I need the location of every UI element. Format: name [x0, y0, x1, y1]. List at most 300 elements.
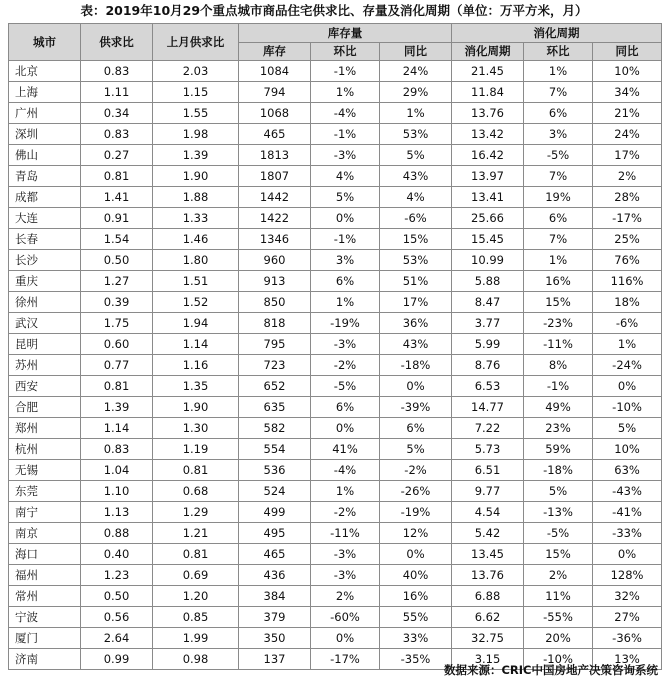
value-cell: -10% — [524, 649, 593, 670]
value-cell: 1.04 — [81, 460, 153, 481]
value-cell: 23% — [524, 418, 593, 439]
value-cell: 5.88 — [452, 271, 524, 292]
value-cell: 40% — [380, 565, 452, 586]
value-cell: -17% — [593, 208, 662, 229]
value-cell: 0.81 — [153, 460, 239, 481]
city-cell: 重庆 — [9, 271, 81, 292]
value-cell: 7% — [524, 166, 593, 187]
data-source-note: 数据来源：CRIC中国房地产决策咨询系统 — [443, 663, 658, 677]
value-cell: 6.53 — [452, 376, 524, 397]
value-cell: 465 — [239, 544, 311, 565]
value-cell: 1.13 — [81, 502, 153, 523]
value-cell: 16% — [524, 271, 593, 292]
table-row — [9, 355, 662, 376]
value-cell: 0.91 — [81, 208, 153, 229]
city-cell: 海口 — [9, 544, 81, 565]
value-cell: 1.39 — [153, 145, 239, 166]
value-cell: 1.90 — [153, 397, 239, 418]
header-ratio: 供求比 — [81, 24, 153, 61]
value-cell: 14.77 — [452, 397, 524, 418]
value-cell: 795 — [239, 334, 311, 355]
value-cell: 1% — [524, 250, 593, 271]
table-row — [9, 82, 662, 103]
value-cell: 3.15 — [452, 649, 524, 670]
value-cell: 0.50 — [81, 586, 153, 607]
value-cell: 13.45 — [452, 544, 524, 565]
value-cell: 8.47 — [452, 292, 524, 313]
city-cell: 青岛 — [9, 166, 81, 187]
value-cell: 5% — [380, 145, 452, 166]
value-cell: 0.60 — [81, 334, 153, 355]
city-cell: 成都 — [9, 187, 81, 208]
header-digest: 消化周期 — [452, 42, 524, 61]
value-cell: 10% — [593, 439, 662, 460]
value-cell: 20% — [524, 628, 593, 649]
header-row-1 — [9, 24, 662, 43]
table-row — [9, 61, 662, 82]
value-cell: 137 — [239, 649, 311, 670]
value-cell: 2% — [593, 166, 662, 187]
value-cell: 499 — [239, 502, 311, 523]
value-cell: -10% — [593, 397, 662, 418]
city-cell: 济南 — [9, 649, 81, 670]
value-cell: 384 — [239, 586, 311, 607]
value-cell: -1% — [311, 229, 380, 250]
value-cell: -39% — [380, 397, 452, 418]
value-cell: 0.27 — [81, 145, 153, 166]
value-cell: 1084 — [239, 61, 311, 82]
value-cell: -35% — [380, 649, 452, 670]
value-cell: 0% — [593, 376, 662, 397]
city-cell: 西安 — [9, 376, 81, 397]
value-cell: 0.56 — [81, 607, 153, 628]
value-cell: 0% — [311, 628, 380, 649]
value-cell: 3% — [311, 250, 380, 271]
header-stock-yoy: 同比 — [380, 42, 452, 61]
value-cell: 582 — [239, 418, 311, 439]
value-cell: 1.35 — [153, 376, 239, 397]
city-cell: 杭州 — [9, 439, 81, 460]
value-cell: 350 — [239, 628, 311, 649]
value-cell: -5% — [524, 523, 593, 544]
value-cell: -18% — [380, 355, 452, 376]
value-cell: 1.52 — [153, 292, 239, 313]
value-cell: 5.73 — [452, 439, 524, 460]
value-cell: 41% — [311, 439, 380, 460]
value-cell: 13.76 — [452, 103, 524, 124]
value-cell: 1442 — [239, 187, 311, 208]
value-cell: 1.55 — [153, 103, 239, 124]
value-cell: 33% — [380, 628, 452, 649]
value-cell: 16% — [380, 586, 452, 607]
table-row — [9, 607, 662, 628]
value-cell: 19% — [524, 187, 593, 208]
value-cell: 6% — [524, 208, 593, 229]
value-cell: 15% — [380, 229, 452, 250]
table-row — [9, 334, 662, 355]
value-cell: 15% — [524, 544, 593, 565]
value-cell: 5% — [593, 418, 662, 439]
value-cell: 0% — [311, 208, 380, 229]
table-row — [9, 208, 662, 229]
value-cell: 1.88 — [153, 187, 239, 208]
value-cell: 25.66 — [452, 208, 524, 229]
table-row — [9, 523, 662, 544]
value-cell: 536 — [239, 460, 311, 481]
value-cell: 1.75 — [81, 313, 153, 334]
value-cell: -11% — [524, 334, 593, 355]
value-cell: 1.41 — [81, 187, 153, 208]
value-cell: 36% — [380, 313, 452, 334]
value-cell: 10.99 — [452, 250, 524, 271]
value-cell: -33% — [593, 523, 662, 544]
value-cell: 8% — [524, 355, 593, 376]
table-row — [9, 166, 662, 187]
value-cell: 6.51 — [452, 460, 524, 481]
value-cell: 0.83 — [81, 124, 153, 145]
value-cell: 18% — [593, 292, 662, 313]
value-cell: 1.54 — [81, 229, 153, 250]
value-cell: 34% — [593, 82, 662, 103]
value-cell: 6.62 — [452, 607, 524, 628]
value-cell: 723 — [239, 355, 311, 376]
value-cell: 0% — [380, 376, 452, 397]
value-cell: 913 — [239, 271, 311, 292]
value-cell: 0.77 — [81, 355, 153, 376]
value-cell: 495 — [239, 523, 311, 544]
value-cell: 554 — [239, 439, 311, 460]
value-cell: 59% — [524, 439, 593, 460]
value-cell: 51% — [380, 271, 452, 292]
header-city: 城市 — [9, 24, 81, 61]
value-cell: 17% — [593, 145, 662, 166]
table-row — [9, 103, 662, 124]
value-cell: 6.88 — [452, 586, 524, 607]
table-row — [9, 565, 662, 586]
value-cell: -19% — [380, 502, 452, 523]
value-cell: 53% — [380, 250, 452, 271]
value-cell: -60% — [311, 607, 380, 628]
value-cell: 436 — [239, 565, 311, 586]
value-cell: 2.64 — [81, 628, 153, 649]
value-cell: 379 — [239, 607, 311, 628]
value-cell: 0% — [311, 418, 380, 439]
value-cell: 1.80 — [153, 250, 239, 271]
value-cell: 2% — [311, 586, 380, 607]
value-cell: 524 — [239, 481, 311, 502]
value-cell: 1.23 — [81, 565, 153, 586]
value-cell: 6% — [380, 418, 452, 439]
value-cell: 0.69 — [153, 565, 239, 586]
value-cell: 25% — [593, 229, 662, 250]
table-title: 表：2019年10月29个重点城市商品住宅供求比、存量及消化周期（单位：万平方米，月） — [80, 3, 588, 18]
value-cell: 1.10 — [81, 481, 153, 502]
value-cell: 1.29 — [153, 502, 239, 523]
value-cell: 1.21 — [153, 523, 239, 544]
value-cell: 960 — [239, 250, 311, 271]
value-cell: -1% — [311, 124, 380, 145]
value-cell: 24% — [593, 124, 662, 145]
value-cell: 1.20 — [153, 586, 239, 607]
value-cell: -2% — [311, 355, 380, 376]
value-cell: -1% — [524, 376, 593, 397]
value-cell: 1% — [380, 103, 452, 124]
value-cell: 0% — [380, 544, 452, 565]
value-cell: 27% — [593, 607, 662, 628]
value-cell: 15% — [524, 292, 593, 313]
value-cell: 1.99 — [153, 628, 239, 649]
value-cell: 635 — [239, 397, 311, 418]
value-cell: 63% — [593, 460, 662, 481]
value-cell: -23% — [524, 313, 593, 334]
value-cell: 652 — [239, 376, 311, 397]
value-cell: 1.15 — [153, 82, 239, 103]
value-cell: 1422 — [239, 208, 311, 229]
table-row — [9, 313, 662, 334]
city-cell: 武汉 — [9, 313, 81, 334]
city-cell: 常州 — [9, 586, 81, 607]
housing-supply-table — [8, 23, 662, 670]
value-cell: 5.99 — [452, 334, 524, 355]
value-cell: -24% — [593, 355, 662, 376]
city-cell: 东莞 — [9, 481, 81, 502]
table-row — [9, 397, 662, 418]
city-cell: 苏州 — [9, 355, 81, 376]
value-cell: 5.42 — [452, 523, 524, 544]
value-cell: 0.34 — [81, 103, 153, 124]
table-row — [9, 460, 662, 481]
city-cell: 北京 — [9, 61, 81, 82]
value-cell: 1.94 — [153, 313, 239, 334]
value-cell: 43% — [380, 166, 452, 187]
value-cell: 0.98 — [153, 649, 239, 670]
table-row — [9, 439, 662, 460]
value-cell: 0.85 — [153, 607, 239, 628]
value-cell: 6% — [524, 103, 593, 124]
value-cell: 1813 — [239, 145, 311, 166]
header-stock: 库存 — [239, 42, 311, 61]
value-cell: -4% — [311, 460, 380, 481]
value-cell: 0.81 — [153, 544, 239, 565]
table-row — [9, 145, 662, 166]
value-cell: -19% — [311, 313, 380, 334]
value-cell: 32% — [593, 586, 662, 607]
value-cell: 1% — [524, 61, 593, 82]
value-cell: 1.51 — [153, 271, 239, 292]
value-cell: 49% — [524, 397, 593, 418]
value-cell: 0.68 — [153, 481, 239, 502]
header-digest-mom: 环比 — [524, 42, 593, 61]
city-cell: 郑州 — [9, 418, 81, 439]
value-cell: 0.81 — [81, 166, 153, 187]
value-cell: -26% — [380, 481, 452, 502]
value-cell: 32.75 — [452, 628, 524, 649]
value-cell: -2% — [380, 460, 452, 481]
value-cell: 43% — [380, 334, 452, 355]
city-cell: 长沙 — [9, 250, 81, 271]
header-prev-ratio: 上月供求比 — [153, 24, 239, 61]
value-cell: 1% — [311, 292, 380, 313]
value-cell: 5% — [524, 481, 593, 502]
value-cell: 76% — [593, 250, 662, 271]
value-cell: 116% — [593, 271, 662, 292]
value-cell: 5% — [311, 187, 380, 208]
value-cell: 818 — [239, 313, 311, 334]
value-cell: -6% — [380, 208, 452, 229]
value-cell: 1.46 — [153, 229, 239, 250]
value-cell: 28% — [593, 187, 662, 208]
value-cell: 2% — [524, 565, 593, 586]
table-row — [9, 481, 662, 502]
value-cell: 0.39 — [81, 292, 153, 313]
value-cell: 1807 — [239, 166, 311, 187]
value-cell: -43% — [593, 481, 662, 502]
value-cell: 0.81 — [81, 376, 153, 397]
value-cell: 12% — [380, 523, 452, 544]
table-body — [9, 61, 662, 670]
value-cell: 1.14 — [81, 418, 153, 439]
value-cell: 1.98 — [153, 124, 239, 145]
value-cell: 13% — [593, 649, 662, 670]
value-cell: -18% — [524, 460, 593, 481]
value-cell: 9.77 — [452, 481, 524, 502]
city-cell: 无锡 — [9, 460, 81, 481]
table-row — [9, 586, 662, 607]
value-cell: 53% — [380, 124, 452, 145]
table-row — [9, 376, 662, 397]
value-cell: 3% — [524, 124, 593, 145]
city-cell: 宁波 — [9, 607, 81, 628]
value-cell: 0.88 — [81, 523, 153, 544]
value-cell: -13% — [524, 502, 593, 523]
city-cell: 佛山 — [9, 145, 81, 166]
value-cell: 7.22 — [452, 418, 524, 439]
city-cell: 长春 — [9, 229, 81, 250]
header-digest-yoy: 同比 — [593, 42, 662, 61]
city-cell: 上海 — [9, 82, 81, 103]
value-cell: 1068 — [239, 103, 311, 124]
value-cell: 3.77 — [452, 313, 524, 334]
value-cell: 55% — [380, 607, 452, 628]
value-cell: -6% — [593, 313, 662, 334]
value-cell: 1.90 — [153, 166, 239, 187]
table-row — [9, 502, 662, 523]
table-row — [9, 544, 662, 565]
table-row — [9, 124, 662, 145]
value-cell: 1% — [311, 481, 380, 502]
city-cell: 厦门 — [9, 628, 81, 649]
value-cell: 1.16 — [153, 355, 239, 376]
value-cell: -1% — [311, 61, 380, 82]
value-cell: 0.99 — [81, 649, 153, 670]
value-cell: 794 — [239, 82, 311, 103]
value-cell: 21% — [593, 103, 662, 124]
value-cell: -3% — [311, 544, 380, 565]
value-cell: 13.41 — [452, 187, 524, 208]
table-row — [9, 292, 662, 313]
value-cell: 1.19 — [153, 439, 239, 460]
city-cell: 大连 — [9, 208, 81, 229]
value-cell: 10% — [593, 61, 662, 82]
value-cell: 4.54 — [452, 502, 524, 523]
value-cell: 7% — [524, 229, 593, 250]
value-cell: -17% — [311, 649, 380, 670]
value-cell: 13.97 — [452, 166, 524, 187]
city-cell: 福州 — [9, 565, 81, 586]
value-cell: -3% — [311, 334, 380, 355]
city-cell: 徐州 — [9, 292, 81, 313]
value-cell: 1.33 — [153, 208, 239, 229]
header-stock-mom: 环比 — [311, 42, 380, 61]
value-cell: 5% — [380, 439, 452, 460]
value-cell: -41% — [593, 502, 662, 523]
value-cell: 1.27 — [81, 271, 153, 292]
value-cell: -5% — [311, 376, 380, 397]
value-cell: 11.84 — [452, 82, 524, 103]
value-cell: -11% — [311, 523, 380, 544]
value-cell: 1.30 — [153, 418, 239, 439]
value-cell: 1% — [593, 334, 662, 355]
value-cell: 0.50 — [81, 250, 153, 271]
city-cell: 南宁 — [9, 502, 81, 523]
value-cell: -3% — [311, 145, 380, 166]
value-cell: 11% — [524, 586, 593, 607]
value-cell: 1346 — [239, 229, 311, 250]
value-cell: 29% — [380, 82, 452, 103]
value-cell: 1.39 — [81, 397, 153, 418]
value-cell: -4% — [311, 103, 380, 124]
value-cell: 1% — [311, 82, 380, 103]
value-cell: 1.11 — [81, 82, 153, 103]
value-cell: 128% — [593, 565, 662, 586]
value-cell: 0.83 — [81, 61, 153, 82]
city-cell: 广州 — [9, 103, 81, 124]
value-cell: 8.76 — [452, 355, 524, 376]
value-cell: 4% — [311, 166, 380, 187]
value-cell: 4% — [380, 187, 452, 208]
table-row — [9, 250, 662, 271]
table-row — [9, 187, 662, 208]
value-cell: 0.83 — [81, 439, 153, 460]
value-cell: 6% — [311, 271, 380, 292]
header-stock-group: 库存量 — [239, 24, 452, 43]
value-cell: 24% — [380, 61, 452, 82]
value-cell: 7% — [524, 82, 593, 103]
header-digest-group: 消化周期 — [452, 24, 662, 43]
table-row — [9, 229, 662, 250]
value-cell: 16.42 — [452, 145, 524, 166]
value-cell: 0% — [593, 544, 662, 565]
value-cell: 15.45 — [452, 229, 524, 250]
value-cell: 13.42 — [452, 124, 524, 145]
value-cell: 21.45 — [452, 61, 524, 82]
value-cell: 1.14 — [153, 334, 239, 355]
value-cell: -2% — [311, 502, 380, 523]
value-cell: 465 — [239, 124, 311, 145]
value-cell: 0.40 — [81, 544, 153, 565]
table-row — [9, 418, 662, 439]
table-row — [9, 628, 662, 649]
city-cell: 合肥 — [9, 397, 81, 418]
value-cell: 850 — [239, 292, 311, 313]
value-cell: 13.76 — [452, 565, 524, 586]
table-row — [9, 271, 662, 292]
city-cell: 南京 — [9, 523, 81, 544]
value-cell: -55% — [524, 607, 593, 628]
value-cell: -36% — [593, 628, 662, 649]
value-cell: 6% — [311, 397, 380, 418]
value-cell: 2.03 — [153, 61, 239, 82]
